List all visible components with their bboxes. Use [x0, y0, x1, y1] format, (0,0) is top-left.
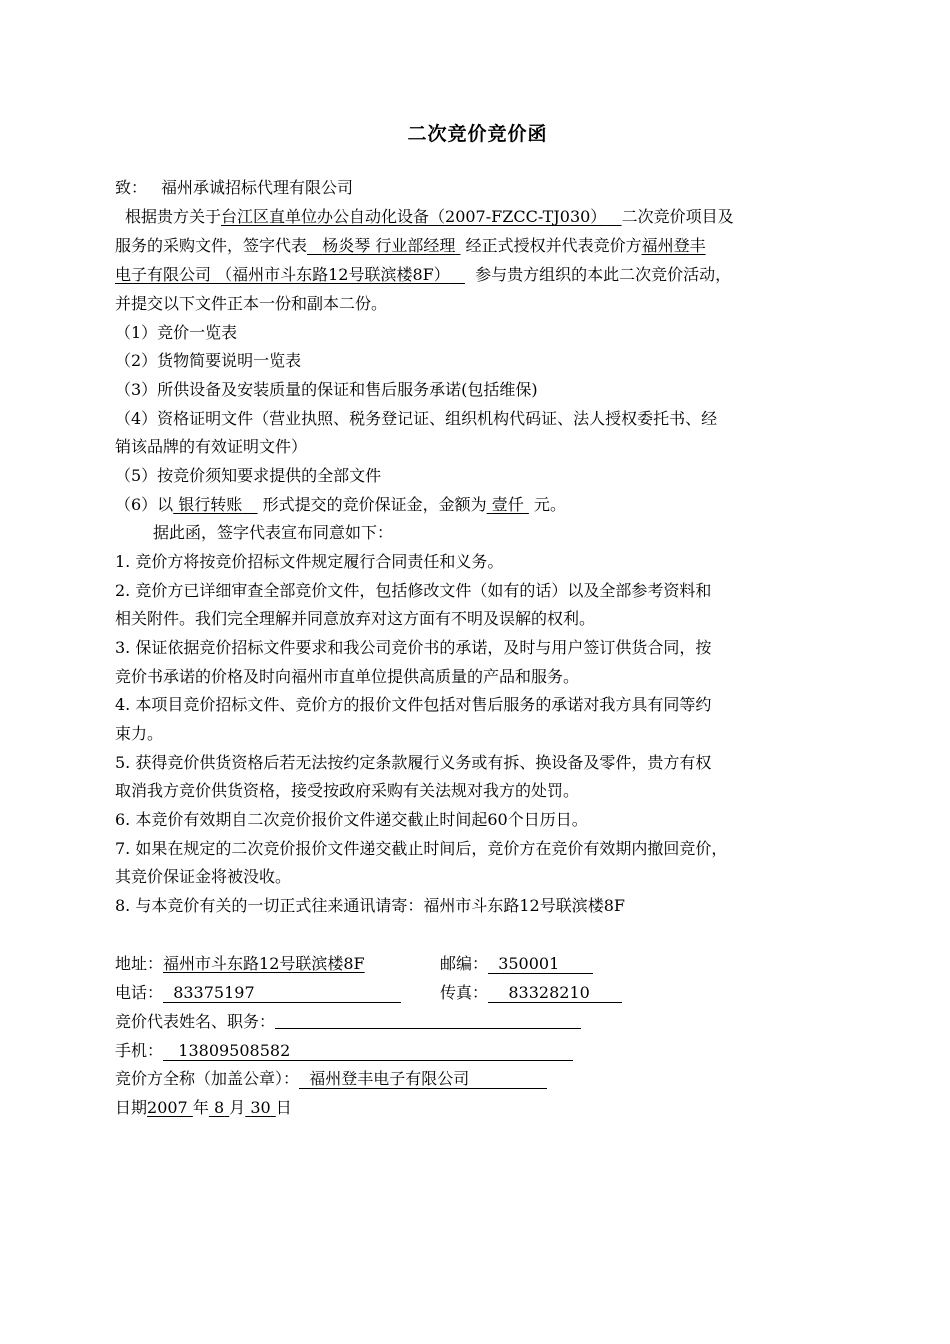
fax-label: 传真：	[440, 983, 489, 1002]
date-year: 2007	[147, 1098, 188, 1117]
signing-representative: 杨炎琴 行业部经理	[322, 236, 456, 255]
clause: 8. 与本竞价有关的一切正式往来通讯请寄：福州市斗东路12号联滨楼8F	[115, 896, 625, 915]
intro-line-4: 并提交以下文件正本一份和副本二份。	[115, 294, 388, 313]
bidder-value: 福州登丰电子有限公司	[309, 1069, 470, 1088]
intro-line-1: 根据贵方关于台江区直单位办公自动化设备（2007-FZCC-TJ030） 二次竞价项目及	[125, 207, 734, 226]
doc-item: （2）货物简要说明一览表	[115, 351, 302, 370]
representative-label: 竞价代表姓名、职务：	[115, 1012, 276, 1031]
project-name: 台江区直单位办公自动化设备（2007-FZCC-TJ030）	[221, 207, 607, 226]
phone-field	[163, 983, 401, 1003]
clause: 2. 竞价方已详细审查全部竞价文件，包括修改文件（如有的话）以及全部参考资料和	[115, 581, 712, 600]
intro-line-3: 电子有限公司 （福州市斗东路12号联滨楼8F） 参与贵方组织的本此二次竞价活动，	[115, 265, 732, 284]
declare-intro: 据此函，签字代表宣布同意如下：	[153, 523, 394, 542]
doc-item-deposit: （6）以 银行转账 形式提交的竞价保证金，金额为 壹仟 元。	[115, 495, 566, 514]
representative-blank	[275, 1012, 581, 1029]
doc-item: （3）所供设备及安装质量的保证和售后服务承诺(包括维保)	[115, 380, 538, 399]
fax-field	[488, 983, 622, 1003]
deposit-method: 银行转账	[178, 495, 243, 514]
postcode-line	[440, 954, 840, 974]
clause: 1. 竞价方将按竞价招标文件规定履行合同责任和义务。	[115, 552, 504, 571]
bidder-label: 竞价方全称（加盖公章）：	[115, 1069, 300, 1088]
date-line: 日期2007 年 8 月 30 日	[115, 1098, 292, 1117]
date-day: 30	[250, 1098, 271, 1117]
clause-continued: 取消我方竞价供货资格，接受按政府采购有关法规对我方的处罚。	[115, 781, 580, 800]
bidder-line	[115, 1069, 840, 1089]
clause: 3. 保证依据竞价招标文件要求和我公司竞价书的承诺，及时与用户签订供货合同，按	[115, 638, 712, 657]
clause-continued: 其竞价保证金将被没收。	[115, 867, 292, 886]
clause-continued: 相关附件。我们完全理解并同意放弃对这方面有不明及误解的权利。	[115, 609, 596, 628]
doc-item-continued: 销该品牌的有效证明文件）	[115, 437, 308, 456]
recipient-label: 致：	[115, 178, 148, 197]
postcode-field	[488, 954, 593, 974]
clause-continued: 竞价书承诺的价格及时向福州市直单位提供高质量的产品和服务。	[115, 667, 580, 686]
recipient-name: 福州承诚招标代理有限公司	[161, 178, 354, 197]
postcode-label: 邮编：	[440, 954, 489, 973]
mobile-value: 13809508582	[178, 1041, 291, 1060]
clause: 6. 本竞价有效期自二次竞价报价文件递交截止时间起60个日历日。	[115, 810, 588, 829]
fax-line	[440, 983, 840, 1003]
clause-continued: 束力。	[115, 724, 164, 743]
intro-line-2: 服务的采购文件，签字代表 杨炎琴 行业部经理 经正式授权并代表竞价方福州登丰	[115, 236, 706, 255]
address-label: 地址：	[115, 954, 164, 973]
fax-value: 83328210	[508, 983, 590, 1002]
doc-item: （5）按竞价须知要求提供的全部文件	[115, 466, 382, 485]
bidder-field	[299, 1069, 547, 1089]
date-month: 8	[213, 1098, 225, 1117]
phone-label: 电话：	[115, 983, 164, 1002]
clause: 4. 本项目竞价招标文件、竞价方的报价文件包括对售后服务的承诺对我方具有同等约	[115, 695, 712, 714]
bidder-company-part2: 电子有限公司 （福州市斗东路12号联滨楼8F）	[115, 265, 450, 284]
recipient-line	[115, 178, 840, 198]
clause: 7. 如果在规定的二次竞价报价文件递交截止时间后，竞价方在竞价有效期内撤回竞价，	[115, 839, 728, 858]
address-value: 福州市斗东路12号联滨楼8F	[163, 954, 365, 973]
representative-line	[115, 1012, 840, 1032]
doc-item: （4）资格证明文件（营业执照、税务登记证、组织机构代码证、法人授权委托书、经	[115, 409, 718, 428]
postcode-value: 350001	[498, 954, 560, 973]
document-title: 二次竞价竞价函	[407, 123, 548, 145]
clause: 5. 获得竞价供货资格后若无法按约定条款履行义务或有拆、换设备及零件，贵方有权	[115, 753, 712, 772]
mobile-field	[163, 1041, 573, 1061]
bidder-company-part1: 福州登丰	[641, 236, 706, 255]
mobile-label: 手机：	[115, 1041, 164, 1060]
doc-item: （1）竞价一览表	[115, 323, 238, 342]
deposit-amount: 壹仟	[491, 495, 524, 514]
phone-value: 83375197	[173, 983, 255, 1002]
mobile-line	[115, 1041, 840, 1061]
date-label: 日期	[115, 1098, 148, 1117]
